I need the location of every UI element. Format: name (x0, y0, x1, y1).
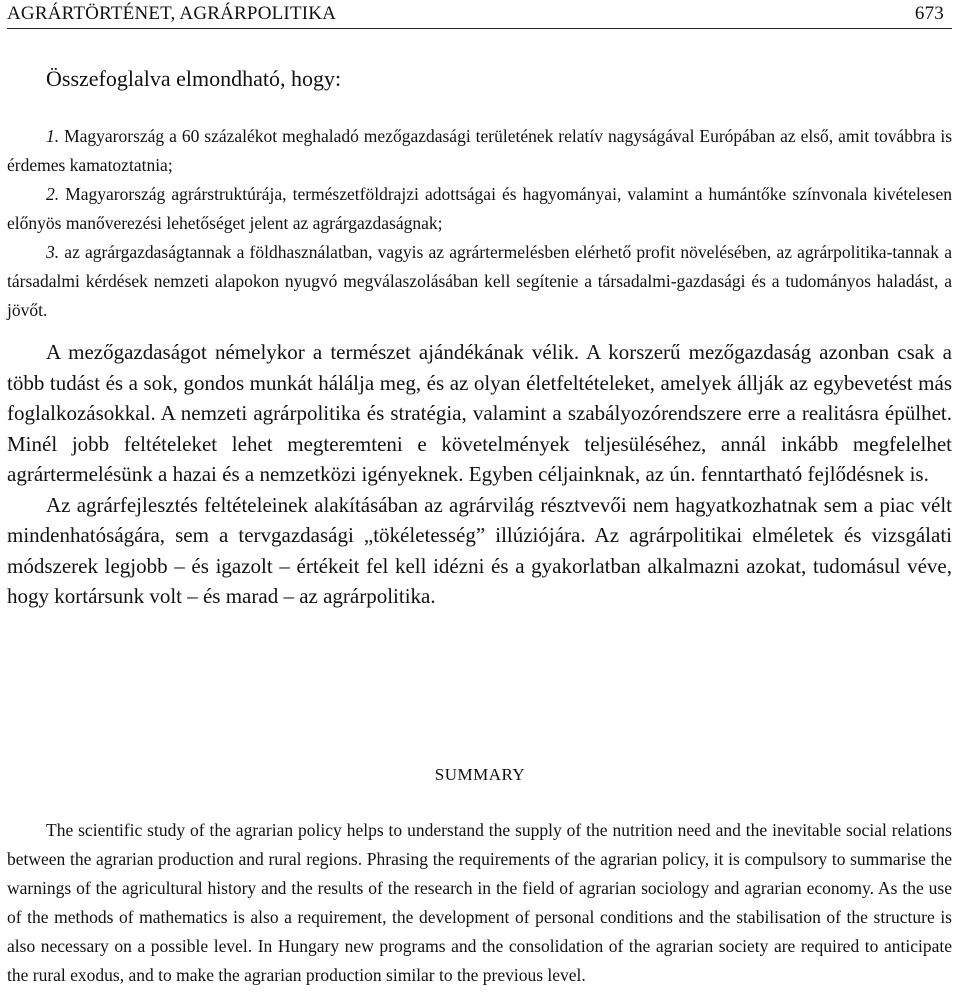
conclusion-text: Magyarország a 60 százalékot meghaladó mezőgazdasági területének relatív nagyságával Európában az első, amit továbbra is érdemes kamatoztatnia; (7, 126, 952, 175)
conclusion-heading: Összefoglalva elmondható, hogy: (46, 66, 342, 91)
body-paragraph: A mezőgazdaságot némelykor a természet ajándékának vélik. A korszerű mezőgazdaság azonban csak a több tudást és a sok, gondos munkát hálálja meg, és az olyan életfeltételeket, amelyek állják az egybevetést más foglalkozásokkal. A nemzeti agrárpolitika és stratégia, valamint a szabályozórendszere erre a realitásra épülhet. Minél jobb feltételeket lehet megteremteni e követelmények teljesüléséhez, annál inkább megfelelhet agrártermelésünk a hazai és a nemzetközi igényeknek. Egyben céljainknak, az ún. fenntartható fejlődésnek is. (7, 340, 952, 486)
running-head (7, 2, 952, 29)
summary-title: SUMMARY (434, 765, 526, 784)
body-text (7, 337, 952, 612)
summary-section (7, 816, 952, 990)
conclusion-text: az agrárgazdaságtannak a földhasználatban, vagyis az agrártermelésben elérhető profit növelésében, az agrárpolitika-tannak a társadalmi kérdések nemzeti alapokon nyugvó megválaszolásában kell segítenie a társadalmi-gazdasági és a tudományos haladást, a jövőt. (7, 242, 952, 320)
page-number: 673 (914, 3, 944, 24)
summary-paragraph: The scientific study of the agrarian policy helps to understand the supply of the nutrition need and the inevitable social relations between the agrarian production and rural regions. Phrasing the requirements of the agrarian policy, it is compulsory to summarise the warnings of the agricultural history and the results of the research in the field of agrarian sociology and agrarian economy. As the use of the methods of mathematics is also a requirement, the development of personal conditions and the stabilisation of the structure is also necessary on a possible level. In Hungary new programs and the consolidation of the agrarian society are required to anticipate the rural exodus, and to make the agrarian production similar to the previous level. (7, 820, 952, 985)
conclusion-item (7, 180, 952, 238)
conclusion-number: 3. (46, 242, 60, 262)
conclusion-text: Magyarország agrárstruktúrája, természetföldrajzi adottságai és hagyományai, valamint a humántőke színvonala kivételesen előnyös manőverezési lehetőséget jelent az agrárgazdaságnak; (7, 184, 952, 233)
conclusion-number: 1. (46, 126, 60, 146)
running-head-title: AGRÁRTÖRTÉNET, AGRÁRPOLITIKA (7, 3, 337, 24)
conclusion-list (7, 122, 952, 325)
conclusion-item (7, 238, 952, 325)
conclusion-number: 2. (46, 184, 60, 204)
conclusion-item (7, 122, 952, 180)
body-paragraph: Az agrárfejlesztés feltételeinek alakításában az agrárvilág résztvevői nem hagyatkozhatnak sem a piac vélt mindenhatóságára, sem a tervgazdasági „tökéletesség” illúziójára. Az agrárpolitikai elméletek és vizsgálati módszerek legjobb – és igazolt – értékeit fel kell idézni és a gyakorlatban alkalmazni azokat, tudomásul véve, hogy kortársunk volt – és marad – az agrárpolitika. (7, 492, 952, 608)
